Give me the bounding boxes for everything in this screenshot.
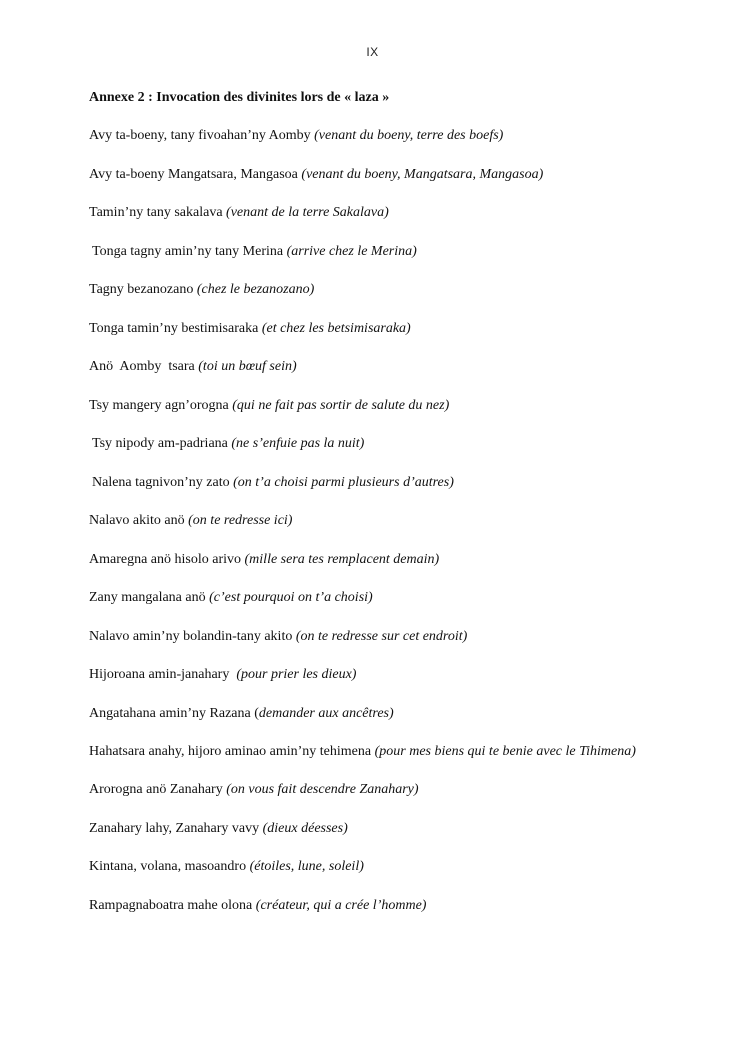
invocation-line — [89, 166, 655, 184]
french-translation: (pour prier les dieux) — [236, 667, 357, 682]
invocation-line — [89, 512, 655, 530]
french-translation: (créateur, qui a crée l’homme) — [255, 897, 427, 913]
invocation-line — [89, 589, 655, 607]
invocation-line — [89, 820, 655, 838]
french-translation: (venant du boeny, Mangatsara, Mangasoa) — [301, 166, 544, 182]
malagasy-text: Kintana, volana, masoandro — [89, 859, 247, 874]
malagasy-text: Zany mangalana anö — [89, 590, 206, 605]
invocation-line — [89, 243, 655, 261]
document-body — [89, 89, 655, 935]
french-translation: (dieux déesses) — [262, 820, 348, 836]
invocation-line — [89, 435, 655, 453]
invocation-line — [89, 858, 655, 876]
malagasy-text: Tsy nipody am-padriana — [92, 436, 228, 451]
invocation-line — [89, 358, 655, 376]
malagasy-text: Avy ta-boeny, tany fivoahan’ny Aomby — [89, 128, 311, 143]
invocation-line — [89, 320, 655, 338]
malagasy-text: Hijoroana amin-janahary — [89, 667, 233, 682]
page-number: IX — [366, 45, 379, 59]
french-translation: (mille sera tes remplacent demain) — [244, 551, 440, 567]
french-translation: (étoiles, lune, soleil) — [249, 859, 364, 874]
invocation-line — [89, 739, 655, 765]
malagasy-text: Tamin’ny tany sakalava — [89, 205, 223, 220]
french-translation: (on te redresse ici) — [188, 513, 293, 528]
french-translation: (et chez les betsimisaraka) — [261, 320, 411, 336]
french-translation: (qui ne fait pas sortir de salute du nez) — [232, 397, 450, 413]
malagasy-text: Nalena tagnivon’ny zato — [92, 474, 230, 490]
malagasy-text: Tonga tagny amin’ny tany Merina — [92, 243, 284, 259]
malagasy-text: Amaregna anö hisolo arivo — [89, 551, 242, 567]
malagasy-text: Avy ta-boeny Mangatsara, Mangasoa — [89, 166, 298, 182]
invocation-line — [89, 281, 655, 299]
invocation-line — [89, 781, 655, 799]
malagasy-text: Nalavo akito anö — [89, 513, 185, 528]
malagasy-text: Tonga tamin’ny bestimisaraka — [89, 320, 259, 336]
invocation-line — [89, 666, 655, 684]
invocation-line — [89, 474, 655, 492]
malagasy-text: Angatahana amin’ny Razana ( — [89, 705, 259, 721]
malagasy-text: Arorogna anö Zanahary — [89, 782, 223, 797]
invocation-line — [89, 397, 655, 415]
french-translation: (arrive chez le Merina) — [286, 243, 417, 259]
french-translation: (ne s’enfuie pas la nuit) — [231, 436, 365, 451]
invocation-line — [89, 628, 655, 646]
annex-heading: Annexe 2 : Invocation des divinites lors de « laza » — [89, 90, 390, 105]
french-translation: (on t’a choisi parmi plusieurs d’autres) — [233, 474, 454, 490]
french-translation: (toi un bœuf sein) — [198, 359, 297, 374]
malagasy-text: Rampagnaboatra mahe olona — [89, 897, 253, 913]
malagasy-text: Nalavo amin’ny bolandin-tany akito — [89, 628, 293, 644]
malagasy-text: Tsy mangery agn’orogna — [89, 397, 229, 413]
french-translation: (chez le bezanozano) — [196, 282, 315, 297]
malagasy-text: Hahatsara anahy, hijoro aminao amin’ny tehimena — [89, 744, 372, 759]
invocation-line — [89, 897, 655, 915]
malagasy-text: Anö Aomby tsara — [89, 359, 195, 374]
invocation-line — [89, 204, 655, 222]
french-translation: (pour mes biens qui te benie avec le Tihimena) — [374, 744, 636, 759]
french-translation: (on te redresse sur cet endroit) — [295, 628, 468, 644]
french-translation: (c’est pourquoi on t’a choisi) — [209, 590, 373, 605]
french-translation: demander aux ancêtres) — [258, 705, 394, 721]
invocation-line — [89, 127, 655, 145]
french-translation: (venant du boeny, terre des boefs) — [314, 128, 504, 143]
french-translation: (on vous fait descendre Zanahary) — [226, 782, 419, 797]
invocation-line — [89, 551, 655, 569]
french-translation: (venant de la terre Sakalava) — [226, 205, 389, 220]
malagasy-text: Tagny bezanozano — [89, 282, 194, 297]
malagasy-text: Zanahary lahy, Zanahary vavy — [89, 820, 260, 836]
invocation-line — [89, 705, 655, 723]
